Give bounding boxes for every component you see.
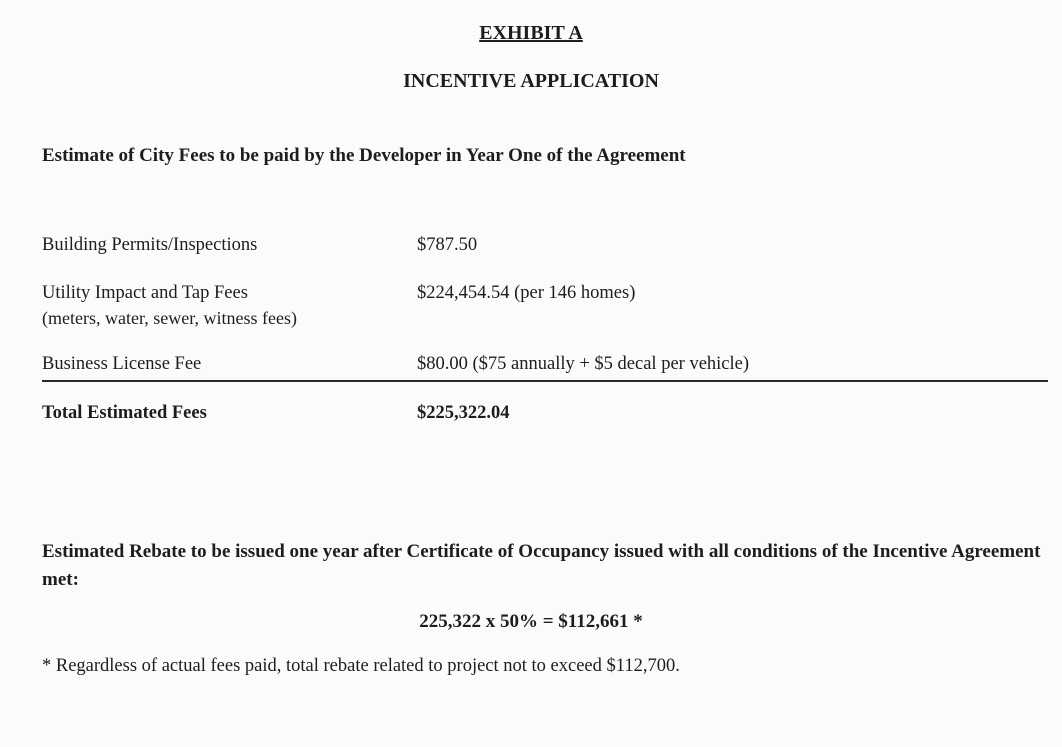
- fee-label-business-license: Business License Fee: [42, 354, 202, 374]
- rebate-heading: Estimated Rebate to be issued one year after Certificate of Occupancy issued with all conditions of the Incentive Agreement met:: [42, 541, 1041, 590]
- total-label: Total Estimated Fees: [42, 403, 207, 423]
- fee-label-utility-impact: Utility Impact and Tap Fees: [42, 283, 248, 303]
- rebate-footnote: * Regardless of actual fees paid, total rebate related to project not to exceed $112,700.: [42, 656, 680, 676]
- total-value: $225,322.04: [417, 403, 510, 423]
- application-title: INCENTIVE APPLICATION: [403, 70, 659, 92]
- rebate-formula: 225,322 x 50% = $112,661 *: [419, 611, 643, 632]
- total-divider: [42, 380, 1048, 382]
- fee-value-utility-impact: $224,454.54 (per 146 homes): [417, 283, 636, 303]
- fees-heading: Estimate of City Fees to be paid by the Developer in Year One of the Agreement: [42, 145, 686, 166]
- fee-label-building-permits: Building Permits/Inspections: [42, 235, 258, 255]
- fee-value-business-license: $80.00 ($75 annually + $5 decal per vehicle): [417, 354, 750, 374]
- fee-sublabel-utility-impact: (meters, water, sewer, witness fees): [42, 308, 297, 328]
- exhibit-title: EXHIBIT A: [479, 22, 583, 44]
- fee-value-building-permits: $787.50: [417, 235, 478, 255]
